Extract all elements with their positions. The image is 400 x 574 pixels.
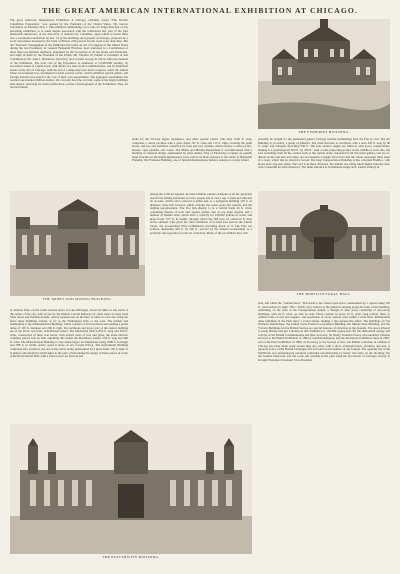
column-4-text: in Jackson Park, on the south-western shore of Lake Michigan, about six miles to the south of the centre of the city, with access by the Illinois Central Railway, by cable tram-car lines from State Street and Wabash Avenue, and by steam-boats on the lake. A walk on a hot day along the shore these buildings extend, as far as the Washington Park to the west. The loftiest and handsomest is the Administration Building, which consists of four pavilions surrounding a grand dome of 120 ft. diameter and 260 ft. high. The pavilions and lower part of the central building are of the Doric and Ionic architectural orders. The Machinery Hall is 850 ft. long and 500 ft. wide, constructed of three iron naves, with arched roofs of iron and glass, the stone exterior columns, placed side by side, adjoining this stands the Machinery Annex, 550 ft. long and 490 ft. wide. The Manufactures Building is very much larger, its dimensions being 1688 ft. in length and 788 ft. in width, nearly equal to three of our Crystal Palace. The Agricultural Building comprises five pavilions, the one at the centre being surmounted by a glass dome 130 ft. high. It is almost surrounded by small lakes in the park. Overlooking the largest of these pieces of water is the Horticultural Hall, with a front terrace for flowers and: [10, 309, 128, 359]
caption-mines: THE MINES AND MINING BUILDING.: [42, 297, 113, 301]
text-column-3: [258, 138, 390, 190]
electricity-building-illustration: [10, 424, 252, 554]
horticultural-hall-illustration: [258, 191, 390, 291]
column-6-text: lead, and called the "Golden Door." This leads to the central open space, surmounted by a cupola rising 165 ft., and reached by eight "lifts," which carry visitors to the galleries running along the sides of the building. Adjoining, on the west, is the Transportation Annex, a triangle of nine acres, consisting of one-storey buildings, each 64 ft. wide, set side by side. These contain, in space 16 ft. wide, long railway lines, to exhibit trains of cars and engines, and specimens of every vehicle used within a wide field. Innumerable other buildings in the Park show a varied extent, making a fine perspective effect. The buildings for the Women's Department, the United States Federal Government Building, the Illinois State Building, and the Victoria Buildings for the British Section are special features of attraction in the grounds. The space allotted to Great Britain and her Colonies in this Exhibition is 150,000 square feet. By the methodical energy and activity of the British Commissioners and their secretary, Sir Henry Trueman Wood, who rendered valuable services to the Health Exhibition of 1884 at South Kensington, and the Inventions Exhibition there in 1885, and of the Paris Exhibition of 1889, as Secretary to the Society of Arts, the British collection of exhibits at Chicago has been made ready sooner than any other, with a show of manufactures, products, and arts. A separate notice of the British Catalogue will be found in this number of our Journal. The opening day of the Exhibition was unfortunately rendered somewhat uncomfortable by heavy rain early on the morning; but the weather improved, and the roads and grounds in the park when the procession of carriages arrived. It brought President Cleveland, Vice-President: [258, 302, 390, 362]
column-1-text: The great American International Exhibition at Chicago, officially styled "The World's Columbian Exposition," was opened by the President of the United States, Mr. Grover Cleveland, on Monday, May 1. This immense undertaking, on a scale far larger than that of any preceding exhibition, is to some degree associated with the celebration last year of the four hundredth anniversary of the discovery of America by Columbus, upon which occasion there was a ceremonial dedication on Oct. 12 of the buildings and grounds at Chicago, prepared by a local corporation invested by the State of Illinois with powers for the work to be done here. But the "National" management of the Exhibition lies under an Act of Congress of the United States during the late Presidency of General Benjamin Harrison, been entrusted to a Commission of more than one hundred members, appointed by the Governors of all the States and Territories, and eight of them by the President of the Union. Mr. Thomas W. Palmer is President of this Commission; Mr. John J. Dickinson, Secretary; and Colonel George R. Davis, Director-General of the Exhibition. The total cost of the Exposition is estimated at £3,500,000 sterling, by successive issues of capital stock, with affairs at a later by the Commissioners, and by municipal bonds of the city of Chicago, with the aid of a temporary loan from Congress, while the United States Government has contributed towards several works, which exhibited special grants, and foreign nations have paid for the cost of their own departments. The aggregate expenditure has reached one hundred million dollars. We can only describe, in brief, some of the larger buildings here shown, reserving for future publication a series of photographs of the Exhibition. They are erected mainly: [10, 19, 128, 90]
text-column-1: [10, 19, 128, 189]
text-column-6: [258, 302, 390, 562]
caption-horticultural: THE HORTICULTURAL HALL.: [296, 292, 352, 296]
newspaper-page: [10, 6, 390, 566]
column-5-text: among the artificial lagoons. Its main exhibits contain examples of all the apparatus used in the fishing industries of every people and of every age. Connected with this by arcades, which curve outward at either end, is a polygonal building 136 ft. in diameter, three feet forward, which contains the water pools and aquaria, and the angling paraphernalia. The live fish display is in a central basin 26 ft. wide, containing masses of rock and aquatic plants; also in ten large aquaria and a number of smaller ones, which have a capacity for 140,000 gallons of water, and glass fronts 575 ft. in length, through which the fish may be observed in their native element. This gives the chief exhibition of its kind ever seen in the United States, the Government Fish Commission providing much of it. The Fine Art Gallery, measuring 500 ft. by 320 ft., erected by the Federal Government, is a perfectly safe repository for the art collection. Many of the art exhibits here will: [150, 193, 252, 236]
column-2-text: tanks for the Victoria Regia, nymphaea, and other aquatic plants. This hall, 1000 ft. long, comprises a centre pavilion with a glass dome 187 ft. wide and 113 ft. high, covering the palm house, and two end pavilions connected by front and rear curtains, which enclose a series of hot-houses, open gardens, and courts. The Mines and Mining Department is accommodated with a building of classical design, surmounted by glass domes. That of Electricity occupies an equally large structure in the Italian Renaissance style, before its main entrance is the statue of Benjamin Franklin. The Fisheries Building, one of Spanish Romanesque fashion, stands on a pretty island: [132, 138, 252, 163]
text-column-2: [132, 138, 252, 193]
figure-mines: [10, 191, 145, 306]
column-3-text: probably be bought for the permanent gallery Chicago intends establishing after the Fair is over. The Art Building is, in reality, a group of galleries. The chief structure is cruciform, with a nave 320 ft. long by 90 ft. wide, and transepts stretching 500 ft. The four exterior angles are filled in with lower constructions, making it a parallelogram 500 ft. by 320 ft., with a wide projecting portico in the middle of each side, the roof extending from all the centres back to the central dome. Separated from this main gallery, and two ft. distant on the east and west sides, are two annexes, brought forward so that the whole represents three sides of a court, which has an attractive facade. The long Transportation Building is like a Roman Basilica, with broad nave and side aisles. The roof is in three divisions, the middle one rising much higher than the side, with a beautiful arcaded clerestory. The main entrance is an immense single arch, treated entirely in: [258, 138, 390, 170]
page-title: THE GREAT AMERICAN INTERNATIONAL EXHIBITION AT CHICAGO.: [42, 6, 358, 15]
text-column-5: [150, 193, 252, 293]
figure-electricity: [10, 424, 252, 564]
figure-fisheries: [258, 19, 390, 137]
mines-building-illustration: [10, 191, 145, 296]
caption-electricity: THE ELECTRICITY BUILDING.: [102, 555, 160, 559]
fisheries-building-illustration: [258, 19, 390, 129]
figure-horticultural: [258, 191, 390, 299]
caption-fisheries: THE FISHERIES BUILDING.: [298, 130, 350, 134]
text-column-4: [10, 309, 128, 419]
